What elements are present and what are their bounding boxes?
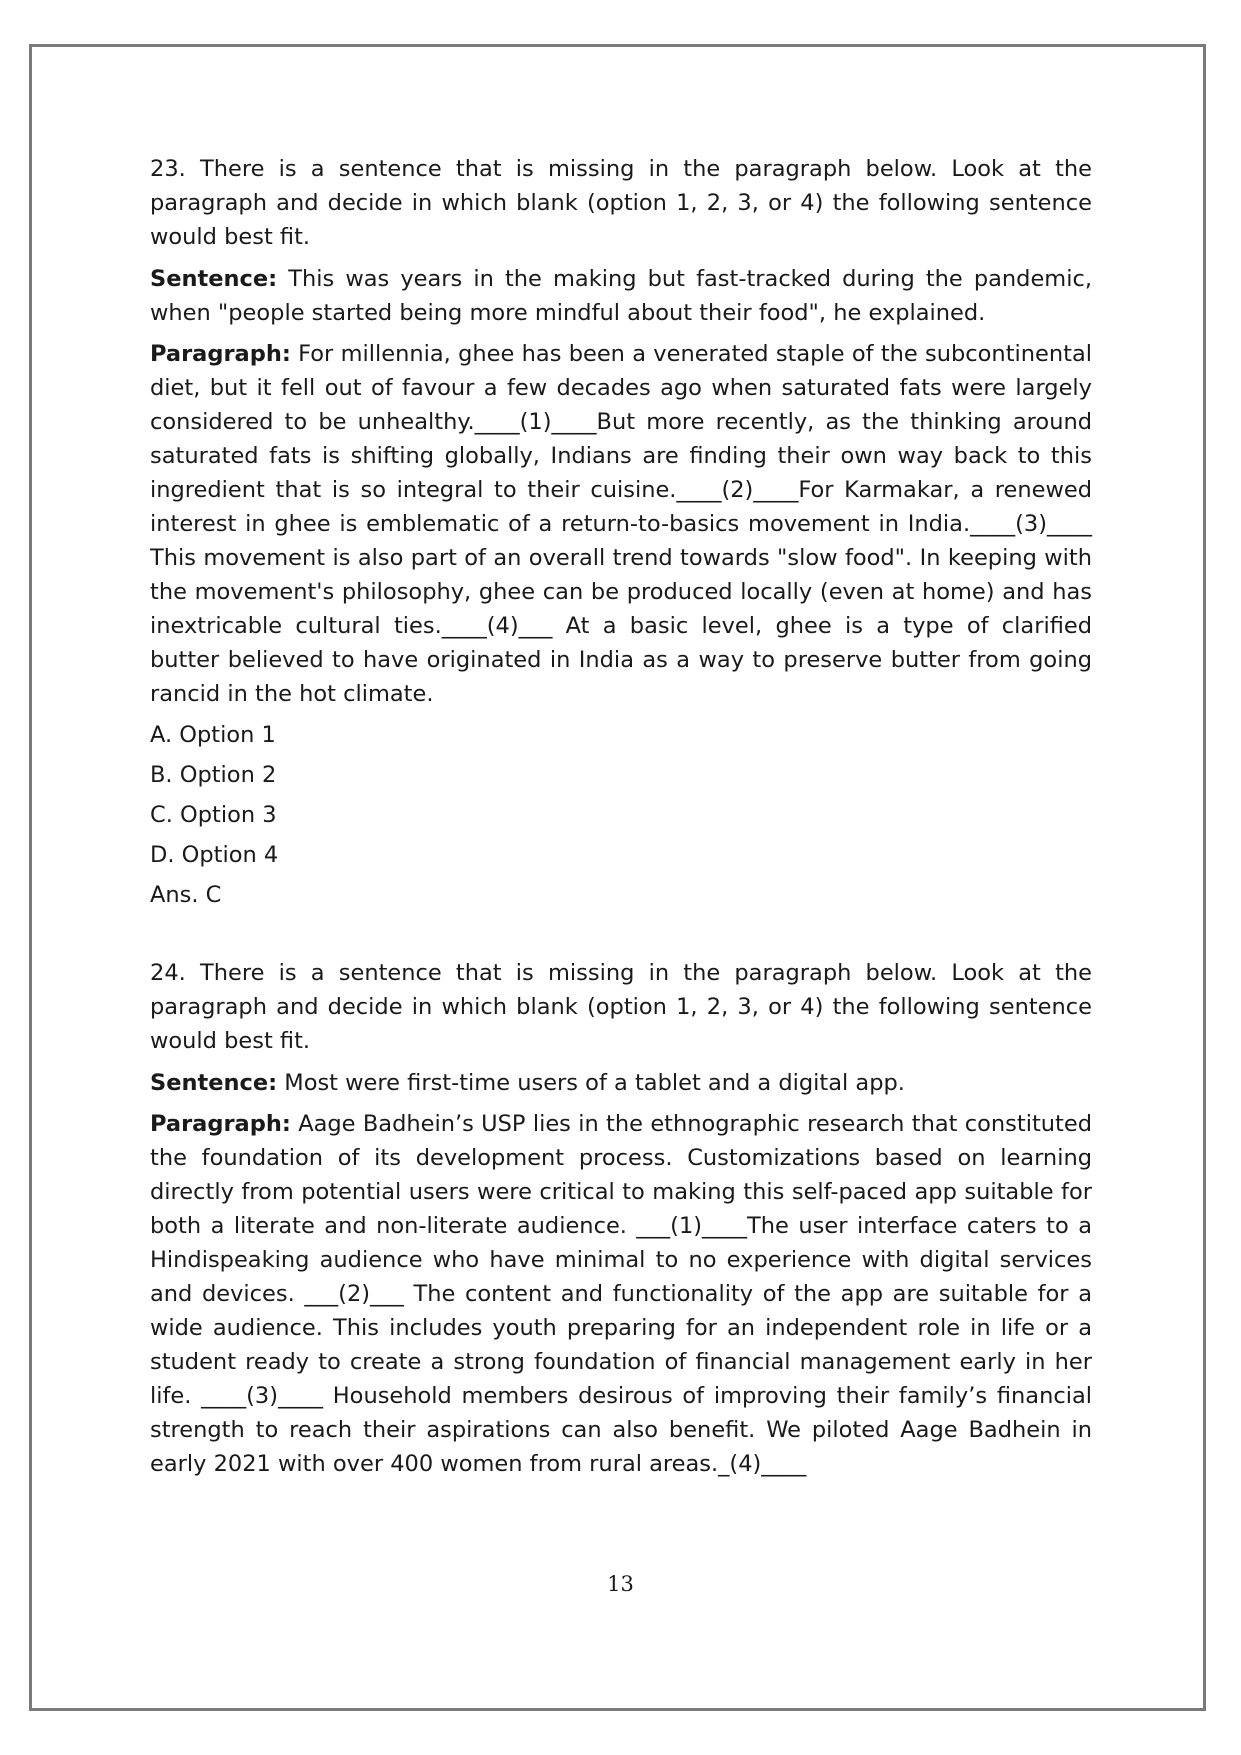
option-b: B. Option 2	[150, 762, 277, 788]
question-23	[150, 152, 1092, 912]
paragraph-block	[150, 1107, 1092, 1481]
paragraph-text: Aage Badhein’s USP lies in the ethnographic research that constituted the foundation of its development process. Customizations based on learning directly from potential users were critical to making this self-paced app suitable for both a literate and non-literate audience. ___(1)____The user interface caters to a Hindispeaking audience who have minimal to no experience with digital services and devices. ___(2)___ The content and functionality of the app are suitable for a wide audience. This includes youth preparing for an independent role in life or a student ready to create a strong foundation of financial management early in her life. ____(3)____ Household members desirous of improving their family’s financial strength to reach their aspirations can also benefit. We piloted Aage Badhein in early 2021 with over 400 women from rural areas._(4)____	[150, 1111, 1093, 1477]
paragraph-label: Paragraph:	[150, 341, 291, 367]
paragraph-text: For millennia, ghee has been a venerated staple of the subcontinental diet, but it fell out of favour a few decades ago when saturated fats were largely considered to be unhealthy.____(1)____But more recently, as the thinking around saturated fats is shifting globally, Indians are finding their own way back to this ingredient that is so integral to their cuisine.____(2)____For Karmakar, a renewed interest in ghee is emblematic of a return-to-basics movement in India.____(3)____ This movement is also part of an overall trend towards "slow food". In keeping with the movement's philosophy, ghee can be produced locally (even at home) and has inextricable cultural ties.____(4)___ At a basic level, ghee is a type of clarified butter believed to have originated in India as a way to preserve butter from going rancid in the hot climate.	[150, 341, 1092, 707]
question-24	[150, 956, 1092, 1481]
answer: Ans. C	[150, 882, 222, 908]
sentence-text: Most were first-time users of a tablet and a digital app.	[284, 1070, 905, 1096]
sentence-text: This was years in the making but fast-tracked during the pandemic, when "people started being more mindful about their food", he explained.	[150, 266, 1092, 326]
page-content	[150, 152, 1092, 1488]
question-stem: 23. There is a sentence that is missing in the paragraph below. Look at the paragraph and decide in which blank (option 1, 2, 3, or 4) the following sentence would best fit.	[150, 156, 1092, 250]
option-d: D. Option 4	[150, 842, 279, 868]
sentence-label: Sentence:	[150, 1070, 278, 1096]
paragraph-label: Paragraph:	[150, 1111, 291, 1137]
question-stem: 24. There is a sentence that is missing in the paragraph below. Look at the paragraph and decide in which blank (option 1, 2, 3, or 4) the following sentence would best fit.	[150, 960, 1092, 1054]
page-number: 13	[607, 1572, 634, 1596]
sentence-block	[150, 1066, 1092, 1100]
option-c: C. Option 3	[150, 802, 277, 828]
sentence-label: Sentence:	[150, 266, 278, 292]
option-a: A. Option 1	[150, 722, 276, 748]
paragraph-block	[150, 337, 1092, 711]
sentence-block	[150, 262, 1092, 330]
